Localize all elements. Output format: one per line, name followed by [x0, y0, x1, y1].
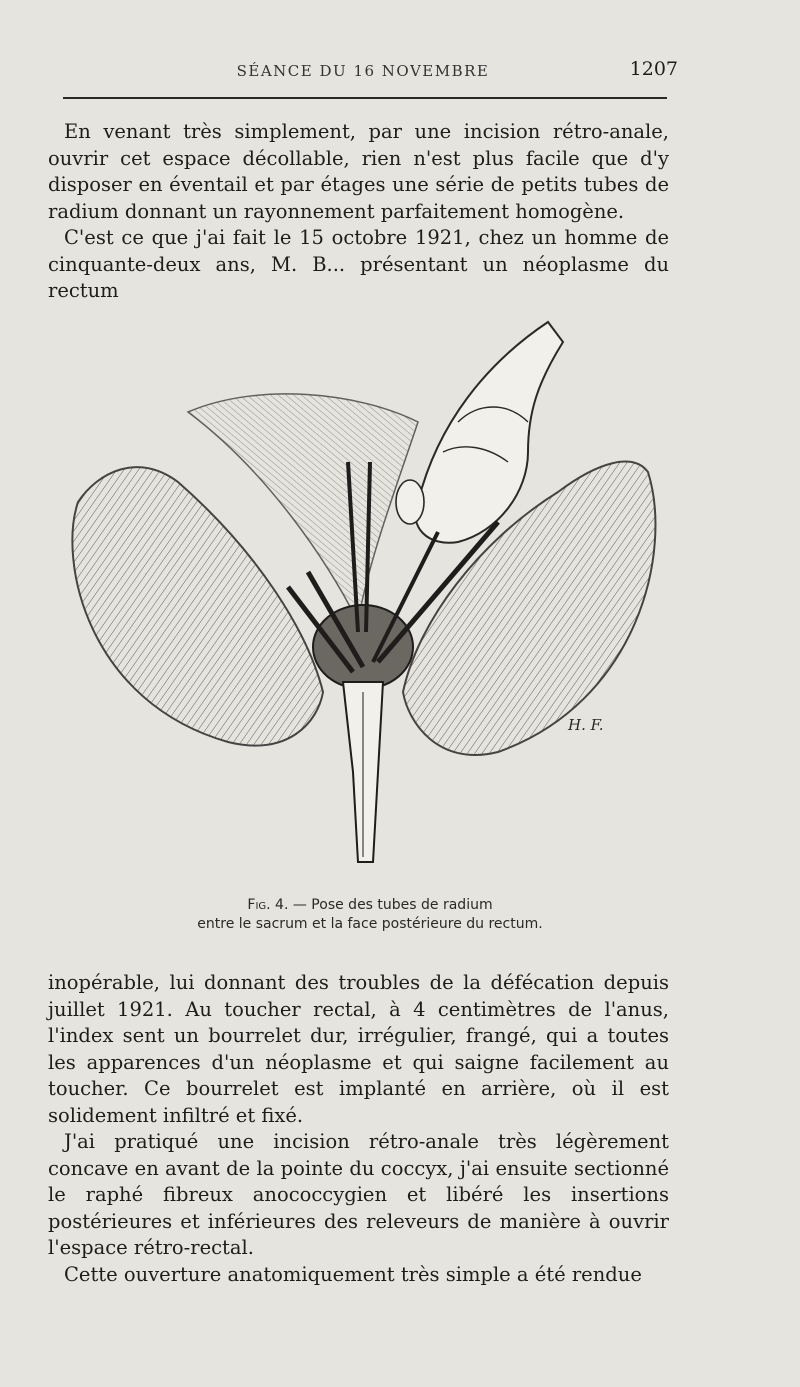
paragraph: Cette ouverture anatomiquement très simple a été rendue	[64, 1262, 642, 1286]
paragraph: C'est ce que j'ai fait le 15 octobre 1921, chez un homme de cinquante-deux ans, M. B... présentant un néoplasme du rectum	[48, 226, 669, 302]
running-head: SÉANCE DU 16 NOVEMBRE	[236, 62, 490, 80]
caption-line-2: entre le sacrum et la face postérieure du rectum.	[197, 916, 543, 932]
caption-line-1	[120, 896, 620, 915]
text-block-top	[48, 119, 669, 305]
surgical-illustration	[58, 302, 668, 882]
header-rule	[63, 97, 667, 99]
figure-caption	[120, 896, 620, 934]
page-number: 1207	[629, 58, 678, 80]
fingertip	[396, 480, 424, 524]
text-block-bottom	[48, 970, 669, 1288]
artist-signature: H. F.	[568, 716, 604, 734]
paragraph: En venant très simplement, par une incision rétro-anale, ouvrir cet espace décollable, rien n'est plus facile que d'y disposer en éventail et par étages une série de petits tubes de radium donnant un rayonnement parfaitement homogène.	[48, 120, 669, 223]
retro-rectal-opening	[313, 605, 413, 689]
paragraph: J'ai pratiqué une incision rétro-anale très légèrement concave en avant de la pointe du coccyx, j'ai ensuite sectionné le raphé fibreux anococcygien et libéré les insertions postérieures et inférieures des releveurs de manière à ouvrir l'espace rétro-rectal.	[48, 1130, 669, 1259]
page-header	[48, 58, 678, 86]
caption-title: — Pose des tubes de radium	[292, 897, 493, 913]
engraving-drawing	[58, 302, 668, 882]
figure-label: Fig. 4.	[247, 897, 289, 913]
paragraph: inopérable, lui donnant des troubles de la défécation depuis juillet 1921. Au toucher rectal, à 4 centimètres de l'anus, l'index sent un bourrelet dur, irrégulier, frangé, qui a toutes les apparences d'un néoplasme et qui saigne facilement au toucher. Ce bourrelet est implanté en arrière, où il est solidement infiltré et fixé.	[48, 971, 669, 1127]
